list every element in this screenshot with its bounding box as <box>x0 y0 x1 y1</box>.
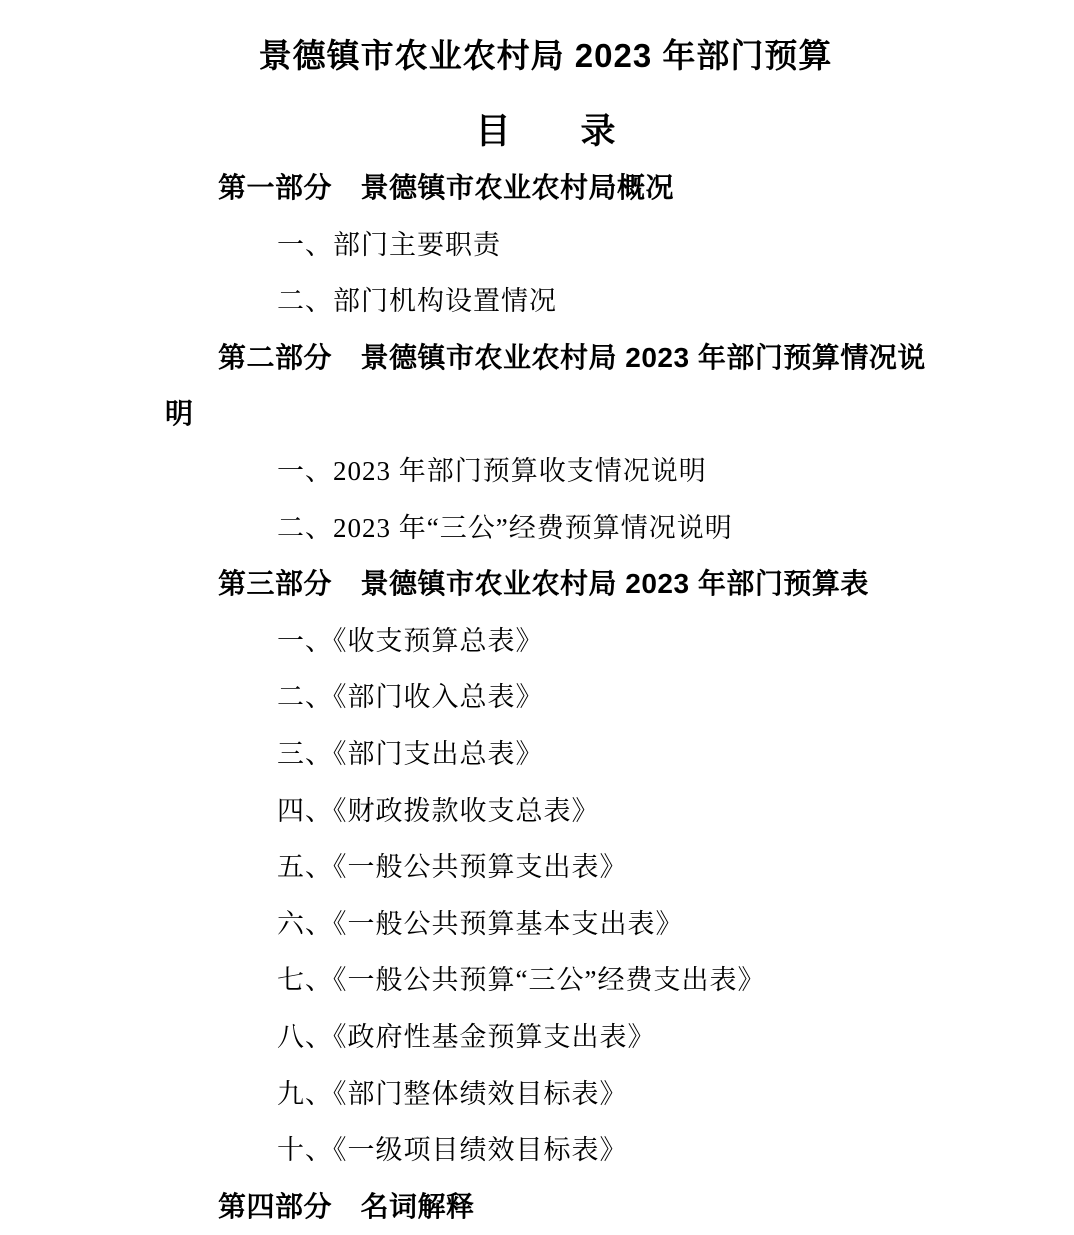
toc-item-org-setup: 二、部门机构设置情况 <box>277 286 557 317</box>
toc-section-part3: 第三部分 景德镇市农业农村局 2023 年部门预算表 <box>218 568 869 600</box>
toc-heading: 目 录 <box>475 112 616 151</box>
toc-item-table-7: 七、《一般公共预算“三公”经费支出表》 <box>277 965 766 996</box>
toc-item-table-10: 十、《一级项目绩效目标表》 <box>277 1135 628 1166</box>
toc-item-table-4: 四、《财政拨款收支总表》 <box>277 795 600 826</box>
toc-section-part2: 第二部分 景德镇市农业农村局 2023 年部门预算情况说 <box>218 341 926 373</box>
toc-item-table-1: 一、《收支预算总表》 <box>277 625 544 656</box>
toc-section-part2-cont: 明 <box>165 398 194 430</box>
toc-item-table-8: 八、《政府性基金预算支出表》 <box>277 1021 656 1052</box>
toc-section-part4: 第四部分 名词解释 <box>218 1190 475 1222</box>
toc-item-sangong-note: 二、2023 年“三公”经费预算情况说明 <box>277 512 733 543</box>
toc-item-table-9: 九、《部门整体绩效目标表》 <box>277 1078 628 1109</box>
toc-item-table-2: 二、《部门收入总表》 <box>277 682 544 713</box>
toc-item-table-5: 五、《一般公共预算支出表》 <box>277 852 628 883</box>
document-title: 景德镇市农业农村局 2023 年部门预算 <box>258 37 833 74</box>
toc-item-table-6: 六、《一般公共预算基本支出表》 <box>277 908 684 939</box>
toc-item-budget-overview: 一、2023 年部门预算收支情况说明 <box>277 455 707 486</box>
toc-list <box>165 160 926 1235</box>
toc-item-table-3: 三、《部门支出总表》 <box>277 738 544 769</box>
toc-item-duties: 一、部门主要职责 <box>277 229 501 260</box>
toc-section-part1: 第一部分 景德镇市农业农村局概况 <box>218 172 675 203</box>
